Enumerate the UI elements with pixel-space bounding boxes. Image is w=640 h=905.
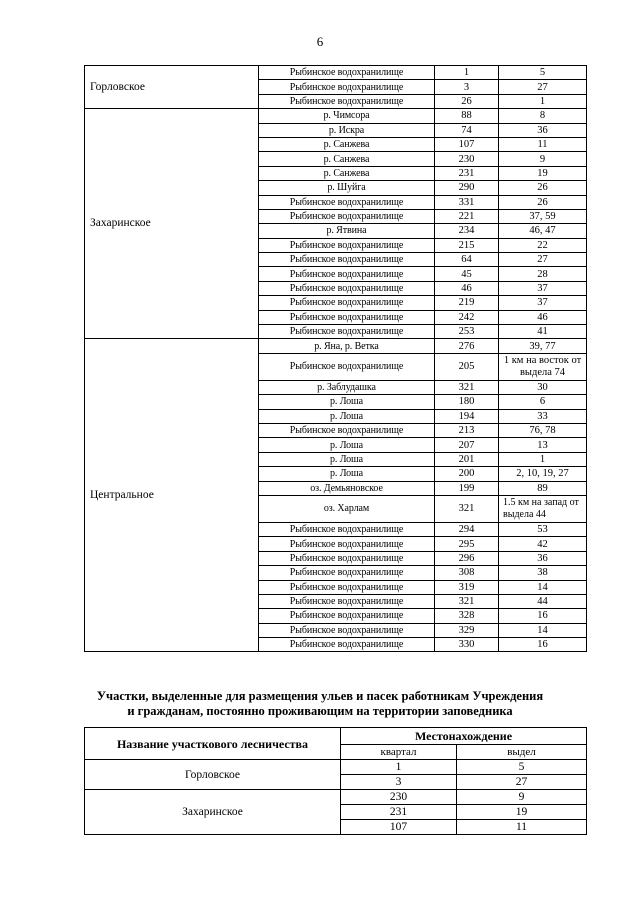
vydel-cell: 27 <box>457 775 587 790</box>
vydel-cell: 1 <box>499 452 587 466</box>
vydel-cell: 14 <box>499 580 587 594</box>
vydel-cell: 76, 78 <box>499 423 587 437</box>
header-kvartal: квартал <box>341 745 457 760</box>
vydel-cell: 26 <box>499 195 587 209</box>
vydel-cell: 19 <box>499 166 587 180</box>
location-cell: Рыбинское водохранилище <box>259 296 435 310</box>
kvartal-cell: 199 <box>435 481 499 495</box>
kvartal-cell: 230 <box>341 790 457 805</box>
vydel-cell: 16 <box>499 638 587 652</box>
vydel-cell: 13 <box>499 438 587 452</box>
kvartal-cell: 230 <box>435 152 499 166</box>
vydel-cell: 5 <box>457 760 587 775</box>
location-cell: р. Чимсора <box>259 109 435 123</box>
vydel-cell: 53 <box>499 522 587 536</box>
vydel-cell: 36 <box>499 551 587 565</box>
vydel-cell-line: выдела 44 <box>503 508 546 520</box>
table-header-row <box>85 728 587 745</box>
location-cell: р. Лоша <box>259 467 435 481</box>
location-cell: Рыбинское водохранилище <box>259 537 435 551</box>
location-cell: р. Ятвина <box>259 224 435 238</box>
location-cell: р. Санжева <box>259 152 435 166</box>
location-cell: р. Санжева <box>259 166 435 180</box>
vydel-cell: 38 <box>499 566 587 580</box>
vydel-cell: 37 <box>499 296 587 310</box>
location-cell: Рыбинское водохранилище <box>259 551 435 565</box>
kvartal-cell: 308 <box>435 566 499 580</box>
vydel-cell: 28 <box>499 267 587 281</box>
kvartal-cell: 201 <box>435 452 499 466</box>
location-cell: Рыбинское водохранилище <box>259 638 435 652</box>
table-row <box>85 66 587 80</box>
vydel-cell: 33 <box>499 409 587 423</box>
kvartal-cell: 231 <box>435 166 499 180</box>
table-row <box>85 109 587 123</box>
kvartal-cell: 319 <box>435 580 499 594</box>
location-cell: р. Лоша <box>259 409 435 423</box>
kvartal-cell: 88 <box>435 109 499 123</box>
apiary-plots-table <box>84 727 587 835</box>
forestry-name: Горловское <box>85 66 259 109</box>
vydel-cell: 41 <box>499 325 587 339</box>
vydel-cell: 26 <box>499 181 587 195</box>
vydel-cell: 46 <box>499 310 587 324</box>
kvartal-cell: 26 <box>435 94 499 108</box>
location-cell: р. Лоша <box>259 438 435 452</box>
forest-locations-table-body <box>85 66 587 652</box>
kvartal-cell: 253 <box>435 325 499 339</box>
kvartal-cell: 219 <box>435 296 499 310</box>
forestry-name: Центральное <box>85 339 259 652</box>
kvartal-cell: 1 <box>435 66 499 80</box>
vydel-cell: 11 <box>457 820 587 835</box>
vydel-cell: 6 <box>499 395 587 409</box>
kvartal-cell: 234 <box>435 224 499 238</box>
kvartal-cell: 328 <box>435 609 499 623</box>
location-cell: Рыбинское водохранилище <box>259 353 435 380</box>
vydel-cell: 37, 59 <box>499 209 587 223</box>
location-cell: оз. Демьяновское <box>259 481 435 495</box>
location-cell: р. Санжева <box>259 137 435 151</box>
location-cell: Рыбинское водохранилище <box>259 566 435 580</box>
location-cell: Рыбинское водохранилище <box>259 522 435 536</box>
vydel-cell: 8 <box>499 109 587 123</box>
forestry-name: Захаринское <box>85 109 259 339</box>
location-cell: Рыбинское водохранилище <box>259 267 435 281</box>
kvartal-cell: 296 <box>435 551 499 565</box>
vydel-cell: 16 <box>499 609 587 623</box>
vydel-cell: 1 <box>499 94 587 108</box>
kvartal-cell: 221 <box>435 209 499 223</box>
location-cell: р. Яна, р. Ветка <box>259 339 435 353</box>
kvartal-cell: 331 <box>435 195 499 209</box>
location-cell: Рыбинское водохранилище <box>259 580 435 594</box>
vydel-cell: 44 <box>499 594 587 608</box>
header-forestry-name: Название участкового лесничества <box>85 728 341 760</box>
location-cell: Рыбинское водохранилище <box>259 66 435 80</box>
kvartal-cell: 45 <box>435 267 499 281</box>
location-cell: Рыбинское водохранилище <box>259 594 435 608</box>
vydel-cell: 27 <box>499 80 587 94</box>
location-cell: р. Шуйга <box>259 181 435 195</box>
kvartal-cell: 205 <box>435 353 499 380</box>
kvartal-cell: 231 <box>341 805 457 820</box>
header-vydel: выдел <box>457 745 587 760</box>
kvartal-cell: 295 <box>435 537 499 551</box>
location-cell: Рыбинское водохранилище <box>259 80 435 94</box>
vydel-cell-line: 1 км на восток от <box>503 354 582 366</box>
kvartal-cell: 3 <box>341 775 457 790</box>
vydel-cell: 9 <box>457 790 587 805</box>
location-cell: р. Искра <box>259 123 435 137</box>
kvartal-cell: 242 <box>435 310 499 324</box>
vydel-cell: 37 <box>499 281 587 295</box>
kvartal-cell: 207 <box>435 438 499 452</box>
table-row <box>85 790 587 805</box>
location-cell: р. Заблудашка <box>259 380 435 394</box>
vydel-cell: 46, 47 <box>499 224 587 238</box>
location-cell: Рыбинское водохранилище <box>259 609 435 623</box>
forest-locations-table <box>84 65 587 652</box>
vydel-cell-line: выдела 74 <box>519 366 566 378</box>
section-heading-line-2: и гражданам, постоянно проживающим на территории заповедника <box>127 704 513 718</box>
vydel-cell: 19 <box>457 805 587 820</box>
kvartal-cell: 180 <box>435 395 499 409</box>
apiary-plots-table-body <box>85 728 587 835</box>
vydel-cell: 22 <box>499 238 587 252</box>
header-location: Местонахождение <box>341 728 587 745</box>
location-cell: р. Лоша <box>259 395 435 409</box>
vydel-cell: 36 <box>499 123 587 137</box>
kvartal-cell: 329 <box>435 623 499 637</box>
vydel-cell: 11 <box>499 137 587 151</box>
vydel-cell: 2, 10, 19, 27 <box>499 467 587 481</box>
kvartal-cell: 294 <box>435 522 499 536</box>
kvartal-cell: 321 <box>435 594 499 608</box>
section-heading <box>60 689 580 719</box>
vydel-cell: 30 <box>499 380 587 394</box>
kvartal-cell: 107 <box>341 820 457 835</box>
vydel-cell: 42 <box>499 537 587 551</box>
kvartal-cell: 3 <box>435 80 499 94</box>
kvartal-cell: 276 <box>435 339 499 353</box>
kvartal-cell: 74 <box>435 123 499 137</box>
vydel-cell <box>499 353 587 380</box>
kvartal-cell: 200 <box>435 467 499 481</box>
kvartal-cell: 1 <box>341 760 457 775</box>
location-cell: Рыбинское водохранилище <box>259 195 435 209</box>
kvartal-cell: 321 <box>435 495 499 522</box>
location-cell: Рыбинское водохранилище <box>259 253 435 267</box>
section-heading-line-1: Участки, выделенные для размещения ульев и пасек работникам Учреждения <box>96 689 544 703</box>
location-cell: Рыбинское водохранилище <box>259 623 435 637</box>
kvartal-cell: 194 <box>435 409 499 423</box>
table-row <box>85 760 587 775</box>
location-cell: Рыбинское водохранилище <box>259 281 435 295</box>
kvartal-cell: 321 <box>435 380 499 394</box>
vydel-cell: 9 <box>499 152 587 166</box>
kvartal-cell: 290 <box>435 181 499 195</box>
kvartal-cell: 46 <box>435 281 499 295</box>
vydel-cell: 14 <box>499 623 587 637</box>
kvartal-cell: 330 <box>435 638 499 652</box>
location-cell: Рыбинское водохранилище <box>259 209 435 223</box>
kvartal-cell: 213 <box>435 423 499 437</box>
vydel-cell-line: 1.5 км на запад от <box>503 496 579 508</box>
location-cell: Рыбинское водохранилище <box>259 325 435 339</box>
forestry-name: Захаринское <box>85 790 341 835</box>
kvartal-cell: 107 <box>435 137 499 151</box>
location-cell: оз. Харлам <box>259 495 435 522</box>
vydel-cell: 89 <box>499 481 587 495</box>
vydel-cell <box>499 495 587 522</box>
forestry-name: Горловское <box>85 760 341 790</box>
vydel-cell: 27 <box>499 253 587 267</box>
page-number: 6 <box>316 34 324 49</box>
location-cell: Рыбинское водохранилище <box>259 310 435 324</box>
location-cell: Рыбинское водохранилище <box>259 423 435 437</box>
table-row <box>85 339 587 353</box>
location-cell: Рыбинское водохранилище <box>259 238 435 252</box>
kvartal-cell: 64 <box>435 253 499 267</box>
location-cell: р. Лоша <box>259 452 435 466</box>
kvartal-cell: 215 <box>435 238 499 252</box>
location-cell: Рыбинское водохранилище <box>259 94 435 108</box>
vydel-cell: 39, 77 <box>499 339 587 353</box>
vydel-cell: 5 <box>499 66 587 80</box>
